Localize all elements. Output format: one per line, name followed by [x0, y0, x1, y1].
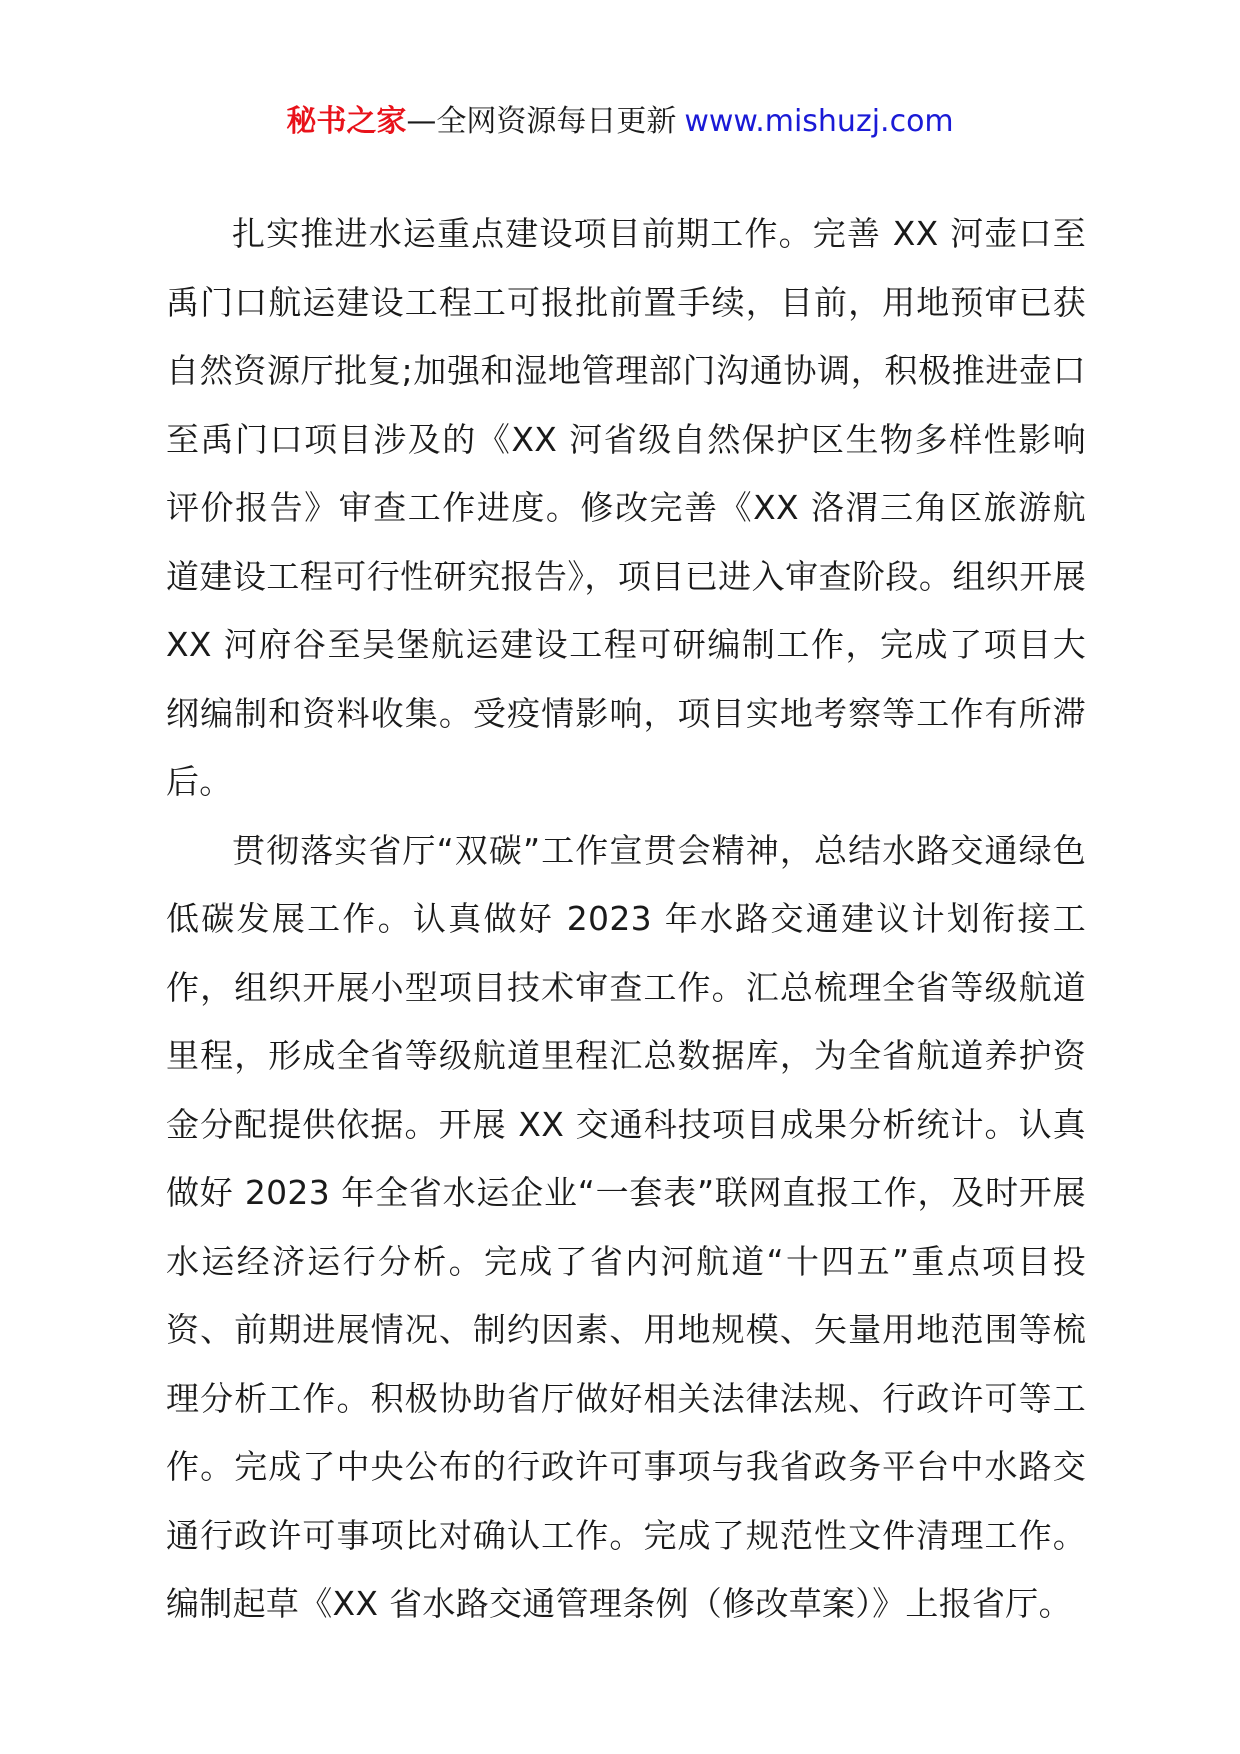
- site-url-link[interactable]: www.mishuzj.com: [684, 104, 954, 139]
- paragraph-waterway-projects: 扎实推进水运重点建设项目前期工作。完善 XX 河壶口至禹门口航运建设工程工可报批前置手续，目前，用地预审已获自然资源厅批复;加强和湿地管理部门沟通协调，积极推进壶口至禹门口项目涉及的《XX 河省级自然保护区生物多样性影响评价报告》审查工作进度。修改完善《XX 洛渭三角区旅游航道建设工程可行性研究报告》，项目已进入审查阶段。组织开展 XX 河府谷至吴堡航运建设工程可研编制工作，完成了项目大纲编制和资料收集。受疫情影响，项目实地考察等工作有所滞后。: [166, 214, 1086, 801]
- page-header: [0, 100, 1240, 144]
- document-body: [166, 200, 1086, 1639]
- header-tagline: —全网资源每日更新: [406, 104, 677, 139]
- paragraph-low-carbon-work: 贯彻落实省厅“双碳”工作宣贯会精神，总结水路交通绿色低碳发展工作。认真做好 2023 年水路交通建议计划衔接工作，组织开展小型项目技术审查工作。汇总梳理全省等级航道里程，形成全省等级航道里程汇总数据库，为全省航道养护资金分配提供依据。开展 XX 交通科技项目成果分析统计。认真做好 2023 年全省水运企业“一套表”联网直报工作，及时开展水运经济运行分析。完成了省内河航道“十四五”重点项目投资、前期进展情况、制约因素、用地规模、矢量用地范围等梳理分析工作。积极协助省厅做好相关法律法规、行政许可等工作。完成了中央公布的行政许可事项与我省政务平台中水路交通行政许可事项比对确认工作。完成了规范性文件清理工作。编制起草《XX 省水路交通管理条例（修改草案）》上报省厅。: [166, 830, 1086, 1623]
- brand-name: 秘书之家: [286, 104, 407, 139]
